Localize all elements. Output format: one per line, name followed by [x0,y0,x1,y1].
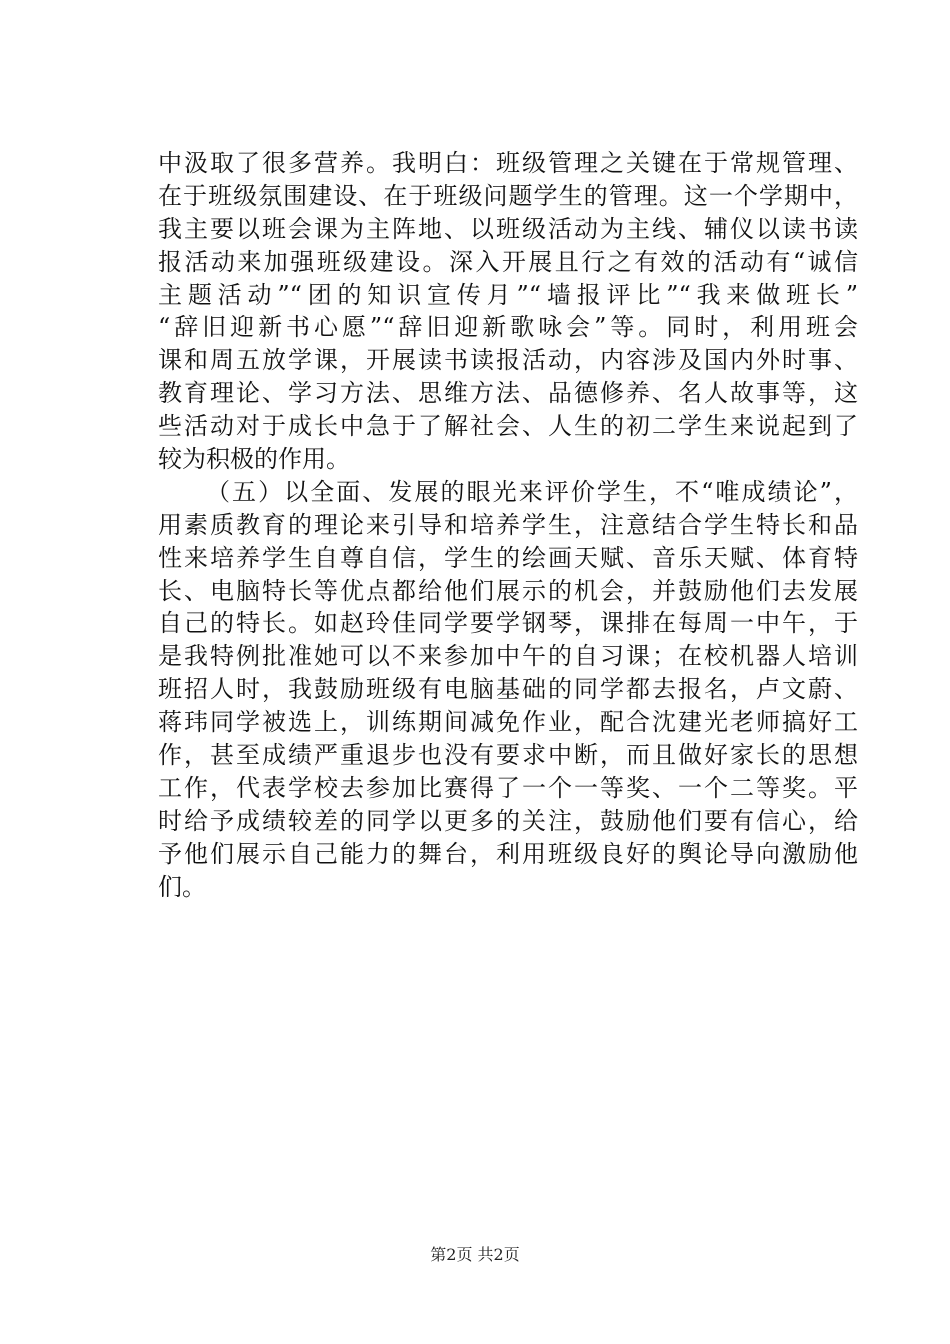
text-line: 工作，代表学校去参加比赛得了一个一等奖、一个二等奖。平 [158,773,858,802]
text-line: 予他们展示自己能力的舞台，利用班级良好的舆论导向激励他 [158,839,858,868]
text-line: 蒋玮同学被选上，训练期间减免作业，配合沈建光老师搞好工 [158,708,858,737]
text-line: 们。 [158,872,206,901]
document-body [158,147,858,903]
text-line: 在于班级氛围建设、在于班级问题学生的管理。这一个学期中， [158,181,858,210]
text-line: 主题活动”“团的知识宣传月”“墙报评比”“我来做班长” [158,280,858,309]
text-line: 我主要以班会课为主阵地、以班级活动为主线、辅仪以读书读 [158,214,858,243]
text-line: 自己的特长。如赵玲佳同学要学钢琴，课排在每周一中午，于 [158,609,858,638]
text-line: （五）以全面、发展的眼光来评价学生，不“唯成绩论”， [206,477,858,506]
text-line: 班招人时，我鼓励班级有电脑基础的同学都去报名，卢文蔚、 [158,675,858,704]
text-line: 教育理论、学习方法、思维方法、品德修养、名人故事等，这 [158,379,858,408]
text-line: 些活动对于成长中急于了解社会、人生的初二学生来说起到了 [158,412,858,441]
text-line: 性来培养学生自尊自信，学生的绘画天赋、音乐天赋、体育特 [158,543,858,572]
page-number-footer: 第2页 共2页 [430,1245,520,1264]
text-line: 中汲取了很多营养。我明白：班级管理之关键在于常规管理、 [158,149,858,177]
text-line: 报活动来加强班级建设。深入开展且行之有效的活动有“诚信 [158,247,858,276]
text-line: 作，甚至成绩严重退步也没有要求中断，而且做好家长的思想 [158,741,858,770]
text-line: 课和周五放学课，开展读书读报活动，内容涉及国内外时事、 [158,346,858,375]
text-line: “辞旧迎新书心愿”“辞旧迎新歌咏会”等。同时，利用班会 [158,313,858,342]
text-line: 较为积极的作用。 [158,445,350,474]
text-line: 时给予成绩较差的同学以更多的关注，鼓励他们要有信心，给 [158,806,858,835]
text-line: 是我特例批准她可以不来参加中午的自习课；在校机器人培训 [158,642,858,671]
text-line: 长、电脑特长等优点都给他们展示的机会，并鼓励他们去发展 [158,576,858,605]
text-line: 用素质教育的理论来引导和培养学生，注意结合学生特长和品 [158,510,858,539]
